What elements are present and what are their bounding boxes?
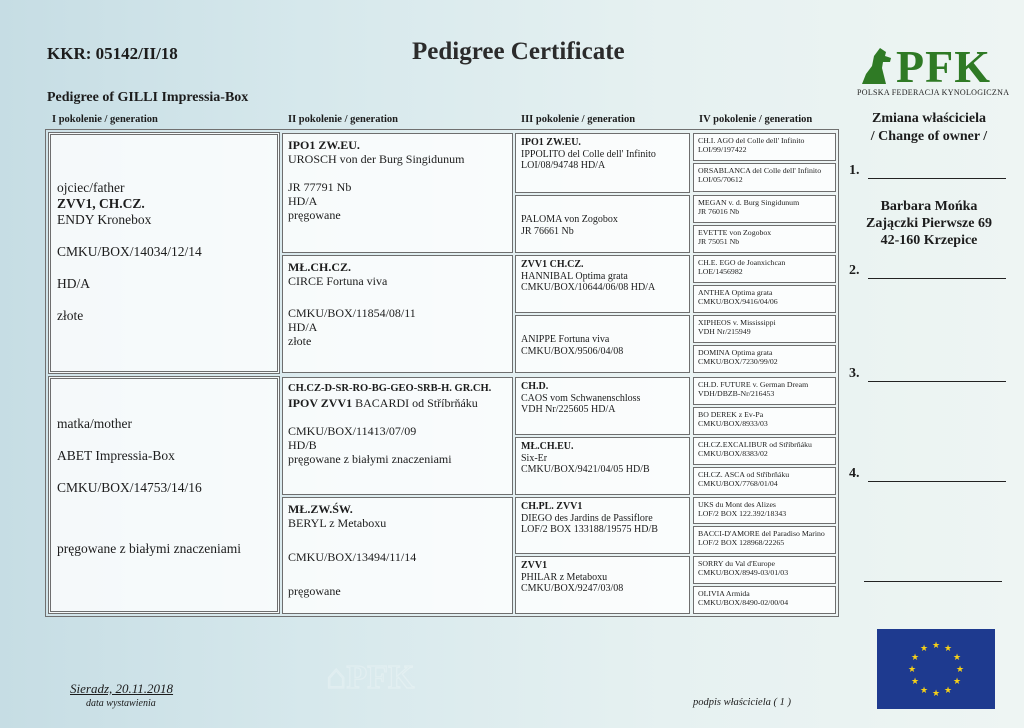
gen3-name: DIEGO des Jardins de Passiflore bbox=[521, 512, 653, 524]
generation-header-4: IV pokolenie / generation bbox=[699, 114, 813, 125]
gen2-cell-2 bbox=[282, 255, 513, 373]
gen2-name: UROSCH von der Burg Singidunum bbox=[288, 152, 465, 166]
gen4-registration: CMKU/BOX/7768/01/04 bbox=[698, 479, 778, 489]
gen2-titles: MŁ.CH.CZ. bbox=[288, 260, 351, 274]
gen2-color: złote bbox=[288, 334, 312, 348]
owner-slot-number: 3. bbox=[849, 366, 860, 381]
owner-slot-3 bbox=[849, 366, 1006, 382]
gen2-cell-4 bbox=[282, 497, 513, 614]
gen2-color: pręgowane bbox=[288, 208, 341, 222]
pfk-watermark-icon bbox=[318, 650, 446, 704]
owner-slot-2 bbox=[849, 263, 1006, 279]
owner-heading-polish: Zmiana właściciela bbox=[872, 111, 986, 126]
gen3-cell-2 bbox=[515, 195, 690, 253]
owner-slot-number: 4. bbox=[849, 466, 860, 481]
gen4-registration: CMKU/BOX/9416/04/06 bbox=[698, 297, 778, 307]
gen4-name: ORSABLANCA del Colle dell' Infinito bbox=[698, 166, 822, 175]
owner-slot-line bbox=[868, 480, 1006, 482]
father-titles: ZVV1, CH.CZ. bbox=[57, 196, 145, 211]
gen3-registration: CMKU/BOX/9247/03/08 bbox=[521, 583, 624, 594]
gen4-cell-10 bbox=[693, 407, 836, 435]
gen4-cell-2 bbox=[693, 163, 836, 192]
pedigree-subject: Pedigree of GILLI Impressia-Box bbox=[47, 90, 249, 105]
gen2-health: HD/A bbox=[288, 320, 318, 334]
gen2-registration: CMKU/BOX/11854/08/11 bbox=[288, 306, 416, 320]
father-label: ojciec/father bbox=[57, 180, 125, 195]
gen3-registration: LOI/08/94748 HD/A bbox=[521, 160, 606, 171]
gen4-registration: CMKU/BOX/8933/03 bbox=[698, 419, 768, 429]
gen4-cell-6 bbox=[693, 285, 836, 313]
gen2-registration: CMKU/BOX/11413/07/09 bbox=[288, 424, 417, 438]
father-health: HD/A bbox=[57, 276, 90, 291]
svg-text:★: ★ bbox=[910, 653, 920, 663]
svg-text:★: ★ bbox=[943, 686, 953, 696]
owner-signature-label: podpis właściciela ( 1 ) bbox=[693, 697, 791, 708]
svg-text:★: ★ bbox=[952, 653, 962, 663]
mother-cell bbox=[48, 376, 280, 614]
gen4-name: BACCI-D'AMORE del Paradiso Marino bbox=[698, 529, 825, 538]
gen4-registration: LOF/2 BOX 122.392/18343 bbox=[698, 509, 787, 519]
gen3-cell-6 bbox=[515, 437, 690, 495]
mother-name: ABET Impressia-Box bbox=[57, 448, 175, 463]
gen4-name: BO DEREK z Ev-Pa bbox=[698, 410, 764, 419]
gen4-registration: LOI/99/197422 bbox=[698, 145, 747, 155]
gen4-name: CH.CZ. ASCA od Stříbrňáku bbox=[698, 470, 790, 479]
svg-text:★: ★ bbox=[931, 641, 941, 651]
owner-details bbox=[844, 198, 1014, 249]
gen2-health: HD/A bbox=[288, 194, 318, 208]
gen3-titles: CH.PL. ZVV1 bbox=[521, 501, 583, 512]
gen2-titles-2: IPOV ZVV1 bbox=[288, 396, 353, 410]
gen4-cell-14 bbox=[693, 526, 836, 554]
gen4-name: SORRY du Val d'Europe bbox=[698, 559, 775, 568]
gen4-registration: VDH/DBZB-Nr/216453 bbox=[698, 389, 775, 399]
gen4-name: EVETTE von Zogobox bbox=[698, 228, 772, 237]
gen4-name: CH.D. FUTURE v. German Dream bbox=[698, 380, 809, 389]
gen2-health: HD/B bbox=[288, 438, 317, 452]
gen3-registration: CMKU/BOX/9421/04/05 HD/B bbox=[521, 464, 650, 475]
gen4-registration: LOE/1456982 bbox=[698, 267, 743, 277]
owner-slot-line bbox=[868, 177, 1006, 179]
gen4-cell-9 bbox=[693, 377, 836, 405]
gen3-registration: CMKU/BOX/9506/04/08 bbox=[521, 345, 624, 357]
generation-header-3: III pokolenie / generation bbox=[521, 114, 636, 125]
father-cell bbox=[48, 132, 280, 374]
mother-registration: CMKU/BOX/14753/14/16 bbox=[57, 480, 202, 495]
gen3-cell-4 bbox=[515, 315, 690, 373]
gen4-name: OLIVIA Armida bbox=[698, 589, 750, 598]
gen4-cell-1 bbox=[693, 133, 836, 161]
svg-text:★: ★ bbox=[955, 665, 965, 675]
mother-color: pręgowane z białymi znaczeniami bbox=[57, 541, 242, 556]
gen4-registration: CMKU/BOX/8490-02/00/04 bbox=[698, 598, 789, 608]
gen4-cell-7 bbox=[693, 315, 836, 343]
gen4-cell-11 bbox=[693, 437, 836, 465]
gen4-cell-12 bbox=[693, 467, 836, 495]
owner-slot-4 bbox=[849, 466, 1006, 482]
gen4-name: CH.I. AGO del Colle dell' Infinito bbox=[698, 136, 805, 145]
gen3-titles: MŁ.CH.EU. bbox=[521, 441, 574, 452]
gen4-registration: LOI/05/70612 bbox=[698, 175, 743, 185]
gen3-name: PALOMA von Zogobox bbox=[521, 214, 618, 225]
gen4-registration: VDH Nr/215949 bbox=[698, 327, 751, 337]
owner-slot-number: 1. bbox=[849, 163, 860, 178]
gen4-registration: CMKU/BOX/7230/99/02 bbox=[698, 357, 778, 367]
pedigree-table bbox=[45, 129, 839, 617]
gen3-titles: ZVV1 CH.CZ. bbox=[521, 259, 584, 270]
gen2-cell-3 bbox=[282, 377, 513, 495]
owner-address-line2: 42-160 Krzepice bbox=[880, 233, 978, 248]
gen3-cell-7 bbox=[515, 497, 690, 554]
gen4-name: DOMINA Optima grata bbox=[698, 348, 773, 357]
owner-address-line1: Zajączki Pierwsze 69 bbox=[866, 216, 992, 231]
gen3-name: ANIPPE Fortuna viva bbox=[521, 334, 610, 345]
gen3-registration: JR 76661 Nb bbox=[521, 225, 574, 237]
generation-header-2: II pokolenie / generation bbox=[288, 114, 398, 125]
gen4-cell-5 bbox=[693, 255, 836, 283]
father-registration: CMKU/BOX/14034/12/14 bbox=[57, 244, 202, 259]
gen4-cell-4 bbox=[693, 225, 836, 253]
gen3-cell-1 bbox=[515, 133, 690, 193]
issue-date-label: data wystawienia bbox=[86, 698, 156, 709]
gen2-registration: JR 77791 Nb bbox=[288, 180, 352, 194]
gen4-cell-8 bbox=[693, 345, 836, 373]
gen4-name: UKS du Mont des Alizes bbox=[698, 500, 776, 509]
issue-place-date: Sieradz, 20.11.2018 bbox=[70, 681, 174, 696]
gen3-cell-3 bbox=[515, 255, 690, 313]
gen4-cell-13 bbox=[693, 497, 836, 524]
gen3-name: HANNIBAL Optima grata bbox=[521, 270, 628, 282]
father-name: ENDY Kronebox bbox=[57, 212, 152, 227]
svg-text:★: ★ bbox=[910, 677, 920, 687]
gen3-registration: LOF/2 BOX 133188/19575 HD/B bbox=[521, 524, 658, 535]
gen2-color: pręgowane bbox=[288, 584, 341, 598]
gen4-name: CH.CZ.EXCALIBUR od Stříbrňáku bbox=[698, 440, 812, 449]
gen2-titles: IPO1 ZW.EU. bbox=[288, 138, 360, 152]
gen3-registration: VDH Nr/225605 HD/A bbox=[521, 404, 616, 415]
svg-text:★: ★ bbox=[907, 665, 917, 675]
mother-label: matka/mother bbox=[57, 416, 132, 431]
gen3-titles: ZVV1 bbox=[521, 560, 548, 571]
svg-text:★: ★ bbox=[952, 677, 962, 687]
gen4-name: XIPHEOS v. Mississippi bbox=[698, 318, 776, 327]
gen3-name: PHILAR z Metaboxu bbox=[521, 571, 608, 583]
gen3-name: CAOS vom Schwanenschloss bbox=[521, 392, 641, 404]
gen2-name: BACARDI od Stříbrňáku bbox=[355, 396, 478, 410]
gen4-name: ANTHEA Optima grata bbox=[698, 288, 773, 297]
gen3-cell-8 bbox=[515, 556, 690, 614]
gen4-registration: CMKU/BOX/8383/02 bbox=[698, 449, 768, 459]
gen4-cell-15 bbox=[693, 556, 836, 584]
document-title: Pedigree Certificate bbox=[412, 38, 625, 65]
gen3-titles: IPO1 ZW.EU. bbox=[521, 137, 581, 148]
gen2-name: BERYL z Metaboxu bbox=[288, 516, 387, 530]
owner-slot-1 bbox=[849, 163, 1006, 179]
gen4-name: CH.E. EGO de Joanxichcan bbox=[698, 258, 786, 267]
svg-text:★: ★ bbox=[919, 644, 929, 654]
eu-flag-icon bbox=[877, 629, 995, 709]
owner-slot-5-line bbox=[864, 580, 1002, 582]
gen2-titles: CH.CZ-D-SR-RO-BG-GEO-SRB-H. GR.CH. bbox=[288, 383, 492, 394]
owner-name: Barbara Mońka bbox=[880, 199, 978, 214]
pfk-logo-subtitle: POLSKA FEDERACJA KYNOLOGICZNA bbox=[857, 88, 1010, 97]
gen3-titles: CH.D. bbox=[521, 381, 549, 392]
owner-slot-line bbox=[868, 380, 1006, 382]
gen3-name: Six-Er bbox=[521, 452, 548, 464]
gen3-cell-5 bbox=[515, 377, 690, 435]
gen3-name: IPPOLITO del Colle dell' Infinito bbox=[521, 148, 656, 160]
gen4-registration: JR 75051 Nb bbox=[698, 237, 740, 247]
generation-header-1: I pokolenie / generation bbox=[52, 114, 158, 125]
owner-heading-english: / Change of owner / bbox=[870, 129, 988, 144]
gen3-registration: CMKU/BOX/10644/06/08 HD/A bbox=[521, 282, 656, 293]
pfk-logo-text: PFK bbox=[896, 41, 991, 92]
gen4-registration: CMKU/BOX/8949-03/01/03 bbox=[698, 568, 789, 578]
gen2-color: pręgowane z białymi znaczeniami bbox=[288, 452, 452, 466]
owner-slot-line bbox=[868, 277, 1006, 279]
gen4-registration: LOF/2 BOX 128968/22265 bbox=[698, 538, 785, 548]
gen2-name: CIRCE Fortuna viva bbox=[288, 274, 388, 288]
svg-text:⌂PFK: ⌂PFK bbox=[326, 659, 415, 696]
svg-text:★: ★ bbox=[943, 644, 953, 654]
svg-text:★: ★ bbox=[931, 689, 941, 699]
gen2-registration: CMKU/BOX/13494/11/14 bbox=[288, 550, 417, 564]
gen2-titles: MŁ.ZW.ŚW. bbox=[288, 502, 353, 516]
owner-change-heading bbox=[844, 110, 1014, 146]
gen4-cell-3 bbox=[693, 195, 836, 223]
gen4-name: MEGAN v. d. Burg Singidunum bbox=[698, 198, 800, 207]
certificate-number: KKR: 05142/II/18 bbox=[47, 44, 178, 63]
gen2-cell-1 bbox=[282, 133, 513, 253]
father-color: złote bbox=[57, 308, 84, 323]
gen4-registration: JR 76016 Nb bbox=[698, 207, 740, 217]
dog-logo-icon bbox=[858, 46, 894, 86]
svg-text:★: ★ bbox=[919, 686, 929, 696]
gen4-cell-16 bbox=[693, 586, 836, 614]
owner-slot-number: 2. bbox=[849, 263, 860, 278]
